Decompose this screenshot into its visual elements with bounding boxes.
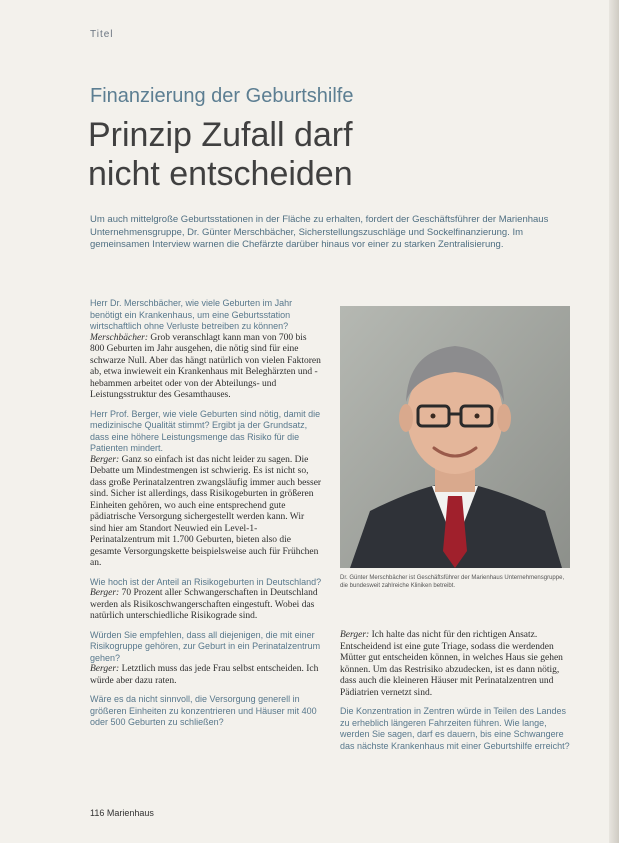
question: Wäre es da nicht sinnvoll, die Versorgung generell in größeren Einheiten zu konzentrieren und Häuser mit 400 oder 500 Geburten zu schließen?: [90, 694, 317, 727]
answer: Ganz so einfach ist das nicht leider zu sagen. Die Debatte um Mindestmengen ist schwierig. Es ist nicht so, dass große Perinatalzentren zwangsläufig immer auch besser sind. Sicher ist allerdings, dass Risikogeburten in größeren Einheiten gehören, wo auch eine entsprechend gute pädiatrische Versorgung sichergestellt werden kann. Wir sind hier am Standort Neuwied ein Level-1-Perinatalzentrum mit 1.700 Geburten, bieten also die gesamte Versorgungskette beispielsweise auch für Frühchen an.: [90, 454, 322, 568]
qa-block: [90, 409, 322, 570]
qa-block: [90, 298, 322, 402]
photo-caption: Dr. Günter Merschbächer ist Geschäftsführer der Marienhaus Unternehmensgruppe, die bundesweit zahlreiche Kliniken betreibt.: [340, 575, 565, 589]
headline-line-1: Prinzip Zufall darf: [88, 116, 353, 154]
headline: [88, 116, 353, 194]
left-column: [90, 298, 322, 736]
speaker: Merschbächer:: [90, 332, 149, 343]
speaker: Berger:: [90, 664, 120, 674]
speaker: Berger:: [340, 630, 370, 640]
headline-line-2: nicht entscheiden: [88, 155, 353, 193]
question: Die Konzentration in Zentren würde in Teilen des Landes zu erheblich längeren Fahrzeiten führen. Wie lange, werden Sie sagen, darf es dauern, bis eine Schwangere das nächste Krankenhaus mit einer Geburtshilfe erreicht?: [340, 706, 570, 751]
section-label: Titel: [90, 29, 114, 40]
question: Herr Prof. Berger, wie viele Geburten sind nötig, damit die medizinische Qualität stimmt? Ergibt ja der Grundsatz, dass eine höhere Leistungsmenge das Risiko für die Patienten mindert.: [90, 408, 321, 453]
question: Herr Dr. Merschbächer, wie viele Geburten im Jahr benötigt ein Krankenhaus, um eine Geburtsstation wirtschaftlich ohne Verluste betreiben zu können?: [90, 298, 293, 331]
qa-block: [90, 694, 322, 729]
speaker: Berger:: [90, 588, 120, 598]
question: Würden Sie empfehlen, dass all diejenigen, die mit einer Risikogruppe gehören, zur Geburt in ein Perinatalzentrum gehen?: [90, 629, 321, 663]
qa-block: [340, 630, 572, 699]
portrait-illustration: [340, 306, 570, 568]
question: Wie hoch ist der Anteil an Risikogeburten in Deutschland?: [90, 576, 322, 587]
intro-paragraph: Um auch mittelgroße Geburtsstationen in der Fläche zu erhalten, fordert der Geschäftsführer der Marienhaus Unternehmensgruppe, Dr. Günter Merschbächer, Sicherstellungszuschläge und Sockelfinanzierung. Im gemeinsamen Interview warnen die Chefärzte darüber hinaus vor einer zu starken Zentralisierung.: [90, 214, 549, 250]
answer: Letztlich muss das jede Frau selbst entscheiden. Ich würde aber dazu raten.: [90, 664, 319, 686]
qa-block: [340, 706, 572, 752]
answer: Grob veranschlagt kann man von 700 bis 800 Geburten im Jahr ausgehen, die nötig sind für eine schwarze Null. Aber das hängt natürlich von vielen Faktoren ab, etwa inwieweit ein Krankenhaus mit Beleghärzten und -hebammen arbeitet oder von der Abteilungs- und Leistungsstruktur des Gesamthauses.: [90, 332, 321, 400]
answer: 70 Prozent aller Schwangerschaften in Deutschland werden als Risikoschwangerschaften eingestuft. Wobei das natürlich unterschiedliche Risikograde sind.: [90, 588, 318, 621]
speaker: Berger:: [90, 454, 120, 465]
qa-block: [90, 630, 322, 688]
answer: Ich halte das nicht für den richtigen Ansatz. Entscheidend ist eine gute Triage, sodass die werdenden Mütter gut entscheiden können, in welches Haus sie gehen können. Um das Restrisiko abzudecken, ist es dann nötig, dass auch die kleineren Häuser mit Perinatalzentren und Pädiatrien vernetzt sind.: [340, 630, 563, 698]
portrait-photo: [340, 306, 570, 568]
page-number: 116 Marienhaus: [90, 808, 154, 818]
right-column: [340, 630, 572, 759]
page-edge: [609, 0, 619, 843]
qa-block: [90, 577, 322, 623]
kicker-title: Finanzierung der Geburtshilfe: [90, 85, 354, 107]
